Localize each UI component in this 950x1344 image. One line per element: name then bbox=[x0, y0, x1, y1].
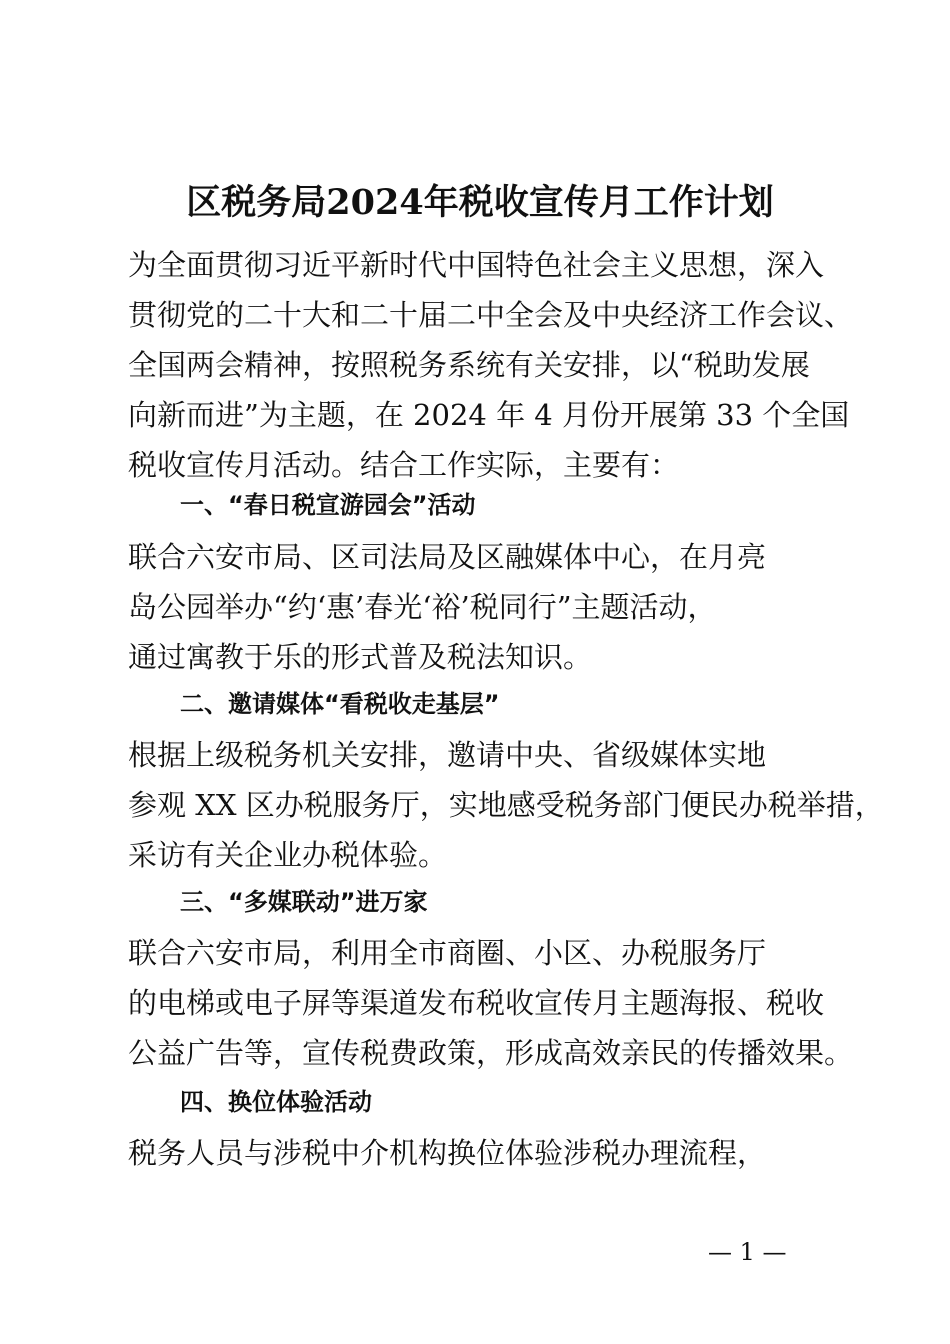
section-heading-2: 二、邀请媒体“看税收走基层” bbox=[180, 690, 500, 718]
paragraph-line: 联合六安市局、区司法局及区融媒体中心，在月亮 bbox=[128, 540, 767, 574]
paragraph-line: 税收宣传月活动。结合工作实际，主要有： bbox=[128, 448, 680, 482]
document-title: 区税务局2024年税收宣传月工作计划 bbox=[186, 182, 774, 223]
section-heading-3: 三、“多媒联动”进万家 bbox=[180, 888, 428, 916]
paragraph-line: 的电梯或电子屏等渠道发布税收宣传月主题海报、税收 bbox=[128, 986, 825, 1020]
paragraph-line: 岛公园举办“约‘惠’春光‘裕’税同行”主题活动， bbox=[128, 590, 717, 624]
section-1-paragraph bbox=[128, 532, 868, 682]
paragraph-line: 采访有关企业办税体验。 bbox=[128, 838, 448, 872]
paragraph-line: 贯彻党的二十大和二十届二中全会及中央经济工作会议、 bbox=[128, 298, 854, 332]
paragraph-line: 联合六安市局，利用全市商圈、小区、办税服务厅 bbox=[128, 936, 767, 970]
paragraph-line: 为全面贯彻习近平新时代中国特色社会主义思想，深入 bbox=[128, 248, 825, 282]
paragraph-line: 向新而进”为主题，在 2024 年 4 月份开展第 33 个全国 bbox=[128, 398, 850, 432]
section-3-paragraph bbox=[128, 928, 868, 1078]
section-4-paragraph bbox=[128, 1128, 868, 1178]
paragraph-line: 税务人员与涉税中介机构换位体验涉税办理流程， bbox=[128, 1136, 767, 1170]
section-heading-4: 四、换位体验活动 bbox=[180, 1088, 372, 1116]
paragraph-line: 公益广告等，宣传税费政策，形成高效亲民的传播效果。 bbox=[128, 1036, 854, 1070]
paragraph-line: 参观 XX 区办税服务厅，实地感受税务部门便民办税举措， bbox=[128, 788, 884, 822]
paragraph-line: 根据上级税务机关安排，邀请中央、省级媒体实地 bbox=[128, 738, 767, 772]
section-2-paragraph bbox=[128, 730, 884, 880]
page-number: — 1 — bbox=[708, 1238, 787, 1266]
paragraph-line: 全国两会精神，按照税务系统有关安排，以“税助发展 bbox=[128, 348, 810, 382]
paragraph-line: 通过寓教于乐的形式普及税法知识。 bbox=[128, 640, 593, 674]
intro-paragraph bbox=[128, 240, 868, 490]
section-heading-1: 一、“春日税宣游园会”活动 bbox=[180, 491, 476, 519]
